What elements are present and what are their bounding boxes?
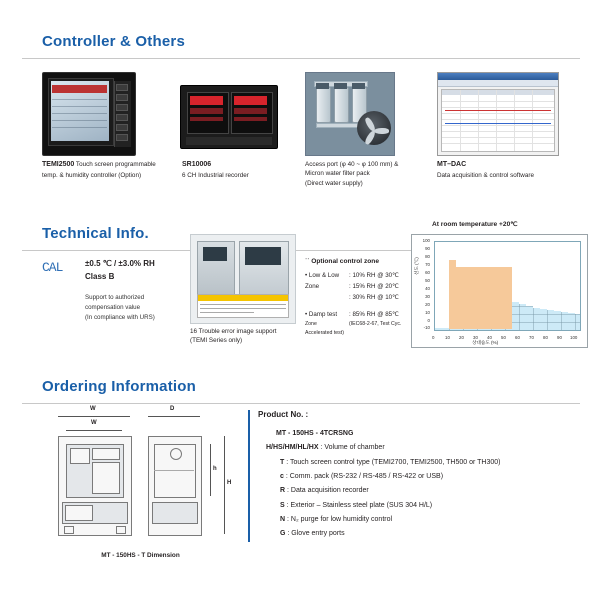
zone-row <box>305 271 415 282</box>
fan-blade <box>364 130 377 146</box>
grid-line <box>514 90 515 151</box>
control-panel <box>92 448 120 460</box>
mt-dac-software-window <box>437 72 559 156</box>
zone-label: • Damp test <box>305 310 338 318</box>
trend-line-red <box>445 110 551 111</box>
chart-plot-area <box>434 241 581 331</box>
zone-label: Zone <box>305 321 317 328</box>
product-caption-mt-dac <box>437 160 577 180</box>
side-door-cross <box>154 470 194 471</box>
option-row <box>258 484 578 498</box>
divider-3 <box>22 403 580 404</box>
zone-label: • Low & Low <box>305 272 340 279</box>
dim-label-w: W <box>90 406 96 412</box>
fan-blade <box>374 128 389 134</box>
dimension-drawing <box>48 406 233 550</box>
window-toolbar <box>438 80 558 87</box>
chart-caption: At room temperature +20℃ <box>432 221 518 228</box>
option-code: T <box>280 458 285 466</box>
trouble-image-frame <box>190 234 296 324</box>
accuracy-block <box>85 259 195 281</box>
product-no-block <box>248 410 578 542</box>
product-image-mt-dac <box>437 72 559 156</box>
dim-label-h-small: h <box>213 466 217 472</box>
model-line: MT - 150HS - 4TCRSNG <box>276 430 354 437</box>
product-image-temi2500 <box>42 72 136 156</box>
product-image-water-filter <box>305 72 395 156</box>
option-code: R <box>280 487 286 495</box>
option-desc: : Exterior – Stainless steel plate (SUS 304 H/L) <box>286 501 433 509</box>
grid-line <box>532 90 533 151</box>
option-code: S <box>280 501 285 509</box>
caption-line2: Micron water filter pack <box>305 170 370 178</box>
section-title-ordering <box>42 378 196 396</box>
chamber-screen <box>203 247 227 261</box>
accuracy-value: ±0.5 ℃ / ±3.0% RH <box>85 259 155 268</box>
option-code: G <box>280 530 286 538</box>
dim-arrow-h-big <box>224 436 225 534</box>
accuracy-support-note <box>85 293 195 323</box>
filter-cap <box>352 83 365 89</box>
chart-x-axis-label: 상대습도 (%) <box>472 340 499 345</box>
door-window <box>70 448 90 464</box>
product-caption-sr10006 <box>182 160 292 180</box>
zone-row <box>305 310 415 321</box>
zone-label: Zone <box>305 282 320 290</box>
dim-label-w2: W <box>91 420 97 426</box>
caster <box>64 526 74 534</box>
grille <box>65 505 93 521</box>
zone-row <box>305 320 415 338</box>
product-caption-temi2500 <box>42 160 192 180</box>
data-grid <box>441 89 555 152</box>
divider-1 <box>22 58 580 59</box>
caption-bold: TEMI2500 <box>42 161 75 168</box>
dim-label-h-big: H <box>227 480 232 486</box>
trouble-image <box>190 234 310 346</box>
zone-value: : 10% RH @ 30℃ <box>349 272 400 279</box>
trouble-caption-line2: (TEMI Series only) <box>190 337 243 345</box>
zone-value: (IEC68-2-67, Test Cyc. Accelerated test) <box>305 321 402 337</box>
temi2500-button <box>116 124 128 131</box>
dim-arrow-w2 <box>66 430 122 431</box>
access-port-fan <box>357 111 391 145</box>
caption-line2: Data acquisition & control software <box>437 171 534 179</box>
grid-line <box>478 90 479 151</box>
sr10006-device <box>180 85 278 149</box>
option-desc: : Touch screen control type (TEMI2700, TEMI2500, TH500 or TH300) <box>286 458 501 466</box>
option-desc: : Glove entry ports <box>287 530 345 538</box>
product-caption-water-filter <box>305 160 435 188</box>
temi2500-button <box>116 84 128 91</box>
grid-line <box>442 107 554 108</box>
product-image-sr10006 <box>180 85 278 149</box>
filter-cap <box>334 83 347 89</box>
fan-blade <box>364 117 377 133</box>
grid-line <box>496 90 497 151</box>
accuracy-class: Class B <box>85 272 115 281</box>
caption-rest: Access port (φ 40 ~ φ 100 mm) & <box>305 161 399 168</box>
chart-y-axis: 100 90 80 70 60 50 40 30 20 10 0 -10 <box>422 238 430 330</box>
water-filter-device <box>305 72 395 156</box>
caption-line3: (Direct water supply) <box>305 179 363 187</box>
option-code: c <box>280 473 284 481</box>
option-row <box>258 470 578 484</box>
section-title-controller-text: Controller & Others <box>42 33 185 50</box>
support-line-1: Support to authorized <box>85 294 145 301</box>
zone-value: : 15% RH @ 20℃ <box>349 282 400 290</box>
temi2500-device <box>42 72 136 156</box>
trouble-caption-line1: 16 Trouble error image support <box>190 328 277 335</box>
support-line-3: (In compliance with URS) <box>85 313 155 321</box>
caption-rest: Touch screen programmable <box>74 161 156 168</box>
filter-cap <box>316 83 329 89</box>
chamber-screen <box>245 247 281 265</box>
grid-line <box>442 119 554 120</box>
sr10006-subdisplay <box>234 108 267 114</box>
warning-panel <box>197 294 289 318</box>
zone-title: ˙˙ Optional control zone <box>305 258 379 265</box>
cal-logo-text: CAL <box>42 260 63 275</box>
grid-line <box>442 101 554 102</box>
zone-row <box>305 293 415 304</box>
dimension-caption: MT - 150HS - T Dimension <box>101 552 180 559</box>
temi2500-button <box>116 94 128 101</box>
temi2500-screen-line <box>52 99 107 100</box>
option-row <box>258 456 578 470</box>
option-row <box>258 513 578 527</box>
side-port <box>170 448 182 460</box>
trend-line-blue <box>445 123 551 124</box>
temi2500-button <box>116 134 128 141</box>
grid-line <box>460 90 461 151</box>
chart-frame: 100 90 80 70 60 50 40 30 20 10 0 -10 0 10 20 30 40 50 60 70 80 90 100 상대습도 (%) 선도 (℃) <box>411 234 588 348</box>
grid-line <box>442 137 554 138</box>
grid-line <box>442 131 554 132</box>
dim-arrow-h-small <box>210 444 211 496</box>
option-row <box>258 527 578 541</box>
sr10006-subdisplay <box>190 117 223 121</box>
option-desc: : N₂ purge for low humidity control <box>287 516 393 524</box>
temi2500-screen-line <box>52 106 107 107</box>
sr10006-display <box>234 96 267 105</box>
filter-tube <box>334 87 349 123</box>
option-desc: : Comm. pack (RS-232 / RS-485 / RS-422 or USB) <box>285 473 444 481</box>
sr10006-display <box>190 96 223 105</box>
warning-text-line <box>200 304 286 305</box>
side-machine-compartment <box>152 502 198 524</box>
grid-line <box>442 113 554 114</box>
warning-text-line <box>200 312 254 313</box>
code-line-desc: : Volume of chamber <box>318 444 385 452</box>
dim-label-d: D <box>170 406 175 412</box>
caption-bold: MT–DAC <box>437 161 467 168</box>
caption-line2: temp. & humidity controller (Option) <box>42 171 142 179</box>
door-panel <box>92 462 120 494</box>
temi2500-screen-line <box>52 120 107 121</box>
grid-line <box>442 143 554 144</box>
caster <box>116 526 126 534</box>
section-title-ordering-text: Ordering Information <box>42 378 196 395</box>
section-title-technical-text: Technical Info. <box>42 225 149 242</box>
zone-value: : 85% RH @ 85℃ <box>349 310 400 318</box>
option-code: N <box>280 516 286 524</box>
section-title-technical <box>42 225 149 243</box>
dim-arrow-w <box>58 416 130 417</box>
filter-tube <box>316 87 331 123</box>
zone-row <box>305 282 415 293</box>
chart-y-axis-label: 선도 (℃) <box>414 257 419 275</box>
option-row <box>258 499 578 513</box>
trouble-caption <box>190 327 310 346</box>
temi2500-screen-titlebar <box>52 85 107 93</box>
sr10006-subdisplay <box>190 108 223 114</box>
option-desc: : Data acquisition recorder <box>287 487 369 495</box>
grid-header <box>442 90 554 95</box>
dim-arrow-d <box>148 416 200 417</box>
cal-logo <box>42 258 62 276</box>
grid-line <box>442 125 554 126</box>
temi2500-screen-line <box>52 113 107 114</box>
code-line: H/HS/HM/HL/HX <box>266 444 319 452</box>
caption-bold: SR10006 <box>182 161 212 168</box>
product-no-title: Product No. : <box>258 410 309 419</box>
section-title-controller <box>42 33 562 51</box>
window-titlebar <box>438 73 558 80</box>
temi2500-button <box>116 114 128 121</box>
sr10006-footer-panel <box>186 137 272 145</box>
warning-text-line <box>200 308 286 309</box>
psychrometric-chart <box>411 234 588 348</box>
temi2500-button <box>116 104 128 111</box>
accent-bar <box>248 410 250 542</box>
optional-control-zone <box>305 258 415 339</box>
zone-value: : 30% RH @ 10℃ <box>349 293 400 301</box>
caption-line2: 6 CH Industrial recorder <box>182 171 249 179</box>
support-line-2: compensation value <box>85 303 141 311</box>
temi2500-screen-line <box>52 127 107 128</box>
warning-band <box>198 295 288 301</box>
sr10006-subdisplay <box>234 117 267 121</box>
